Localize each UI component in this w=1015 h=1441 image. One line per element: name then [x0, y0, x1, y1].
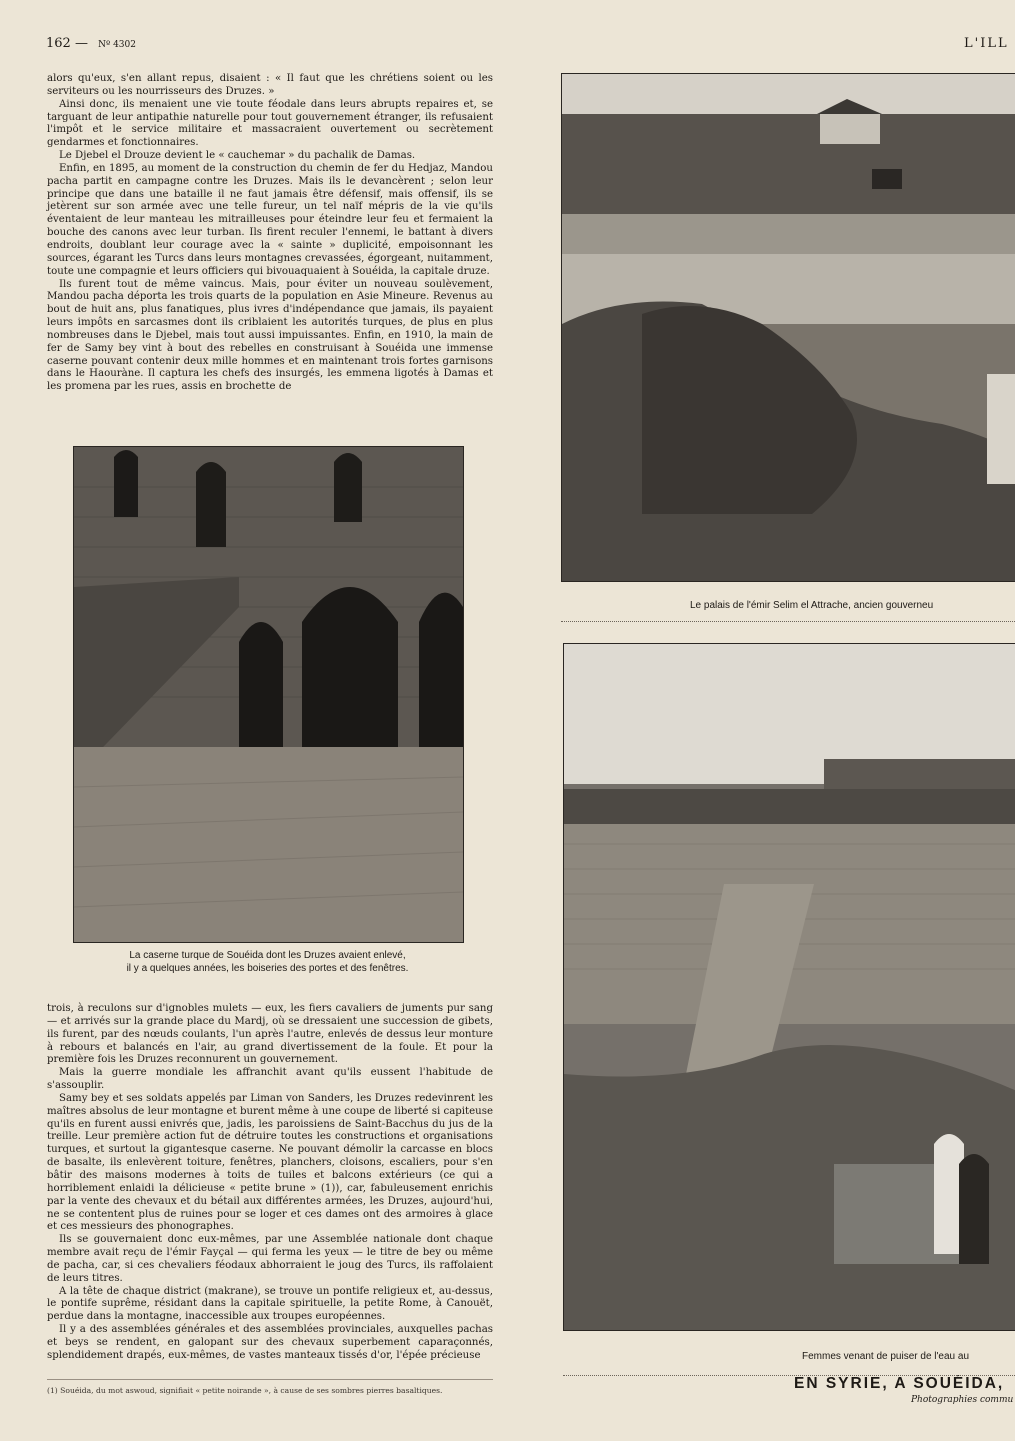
text-column-bottom — [47, 1003, 493, 1363]
caserne-image — [74, 447, 463, 942]
dotted-separator — [561, 621, 1015, 622]
photo-femmes — [563, 643, 1015, 1331]
header-dash: — — [74, 36, 88, 51]
palais-image — [562, 74, 1015, 581]
paragraph: Il y a des assemblées générales et des assemblées provinciales, auxquelles pachas et beys se rendent, en galopant sur des chevaux superbement caparaçonnés, splendidement drapés, eux-mêmes, de vastes manteaux tissés d'or, l'épée précieuse — [47, 1324, 493, 1361]
caption-line: La caserne turque de Souéida dont les Druzes avaient enlevé, — [129, 950, 406, 961]
text-column-top — [47, 73, 493, 394]
caption-femmes: Femmes venant de puiser de l'eau au — [802, 1351, 970, 1362]
page-header-left — [46, 36, 136, 51]
paragraph: Samy bey et ses soldats appelés par Liman von Sanders, les Druzes redevinrent les maîtres absolus de leur montagne et burent même à une coupe de liberté si capiteuse qu'ils en furent aussi enivrés que, jadis, les paroissiens de Saint-Bacchus du jus de la treille. Leur première action fut de détruire toutes les constructions et organisations turques, et surtout la gigantesque caserne. Ne pouvant démolir la carcasse en blocs de basalte, ils enlevèrent toiture, fenêtres, planchers, cloisons, escaliers, pour s'en bâtir des maisons modernes à toits de tuiles et balcons extérieurs (ce qui a horriblement enlaidi la délicieuse « petite brune » (1)), car, fabuleusement enrichis par la vente des chevaux et du bétail aux différentes armées, les Druzes, aujourd'hui, ne se contentent plus de ruines pour se loger et ces dames ont des armoires à glace et ces messieurs des phonographes. — [47, 1092, 493, 1233]
photo-palais — [561, 73, 1015, 582]
paragraph: Le Djebel el Drouze devient le « cauchemar » du pachalik de Damas. — [59, 150, 416, 162]
paragraph: Mais la guerre mondiale les affranchit avant qu'ils eussent l'habitude de s'assouplir. — [47, 1067, 493, 1092]
paragraph: A la tête de chaque district (makrane), se trouve un pontife religieux et, au-dessus, le pontife suprême, résidant dans la capitale spirituelle, la petite Rome, à Canouët, perdue dans la montagne, inaccessible aux troupes européennes. — [47, 1285, 493, 1323]
journal-title: L'ILL — [964, 36, 1009, 51]
footnote: (1) Souéida, du mot aswoud, signifiait « petite noirande », à cause de ses sombres pierres basaltiques. — [47, 1386, 443, 1395]
caption-caserne — [73, 949, 462, 975]
paragraph: Ils se gouvernaient donc eux-mêmes, par une Assemblée nationale dont chaque membre avait reçu de l'émir Fayçal — qui ferma les yeux — le titre de bey ou même de pacha, car, si ces chevaliers féodaux abhorraient le joug des Turcs, ils raffolaient de leurs titres. — [47, 1234, 493, 1284]
photo-credit: Photographies commu — [911, 1395, 1014, 1405]
caption-palais: Le palais de l'émir Selim el Attrache, ancien gouverneu — [690, 600, 934, 611]
footnote-rule — [47, 1379, 493, 1380]
page-number: 162 — [46, 36, 71, 51]
paragraph: trois, à reculons sur d'ignobles mulets — eux, les fiers cavaliers de juments pur sang — et arrivés sur la grande place du Mardj, où se dressaient une succession de gibets, ils furent, par des nœuds coulants, l'un après l'autre, enlevés de dessus leur monture à rebours et balancés en l'air, au grand divertissement de la foule. Et pour la première fois les Druzes reconnurent un gouvernement. — [47, 1003, 493, 1066]
paragraph: Ainsi donc, ils menaient une vie toute féodale dans leurs abrupts repaires et, se targuant de leur antipathie naturelle pour tout gouvernement étranger, ils refusaient l'impôt et le service militaire et massacraient ouvertement ou secrètement gendarmes et fonctionnaires. — [47, 98, 493, 149]
paragraph: Enfin, en 1895, au moment de la construction du chemin de fer du Hedjaz, Mandou pacha partit en campagne contre les Druzes. Mais ils le devancèrent ; selon leur principe que dans une bataille il ne faut jamais être défensif, mais offensif, ils se jetèrent sur son armée avec une telle fureur, un tel naïf mépris de la vie qu'ils éventaient de leur manteau les mitrailleuses pour éteindre leur feu et fermaient la bouche des canons avec leur turban. Ils firent reculer l'ennemi, le battant à divers endroits, doublant leur courage avec la « sainte » duplicité, empoisonnant les sources, égarant les Turcs dans leurs montagnes crevassées, égorgeant, nuitamment, toute une compagnie et leurs officiers qui bivouaquaient à Souéida, la capitale druze. — [47, 162, 493, 277]
femmes-image — [564, 644, 1015, 1330]
caption-line: il y a quelques années, les boiseries des portes et des fenêtres. — [126, 963, 409, 974]
issue-number: Nº 4302 — [98, 40, 136, 50]
paragraph: Ils furent tout de même vaincus. Mais, pour éviter un nouveau soulèvement, Mandou pacha déporta les trois quarts de la population en Asie Mineure. Revenus au bout de huit ans, plus fanatiques, plus ivres d'indépendance que jamais, ils payaient leurs impôts en sarcasmes dont ils criblaient les autorités turques, de plus en plus nombreuses dans le Djebel, mais tout aussi impuissantes. Enfin, en 1910, la main de fer de Samy bey vint à bout des rebelles en construisant à Souéida une immense caserne pouvant contenir deux mille hommes et en maintenant trois fortes garnisons dans le Haouràne. Il captura les chefs des insurgés, les emmena ligotés à Damas et les promena par les rues, assis en brochette de — [47, 278, 493, 393]
photo-caserne — [73, 446, 464, 943]
paragraph: alors qu'eux, s'en allant repus, disaient : « Il faut que les chrétiens soient ou les serviteurs ou les nourrisseurs des Druzes. » — [47, 73, 493, 97]
section-title: EN SYRIE, A SOUÉIDA, — [794, 1375, 1005, 1392]
